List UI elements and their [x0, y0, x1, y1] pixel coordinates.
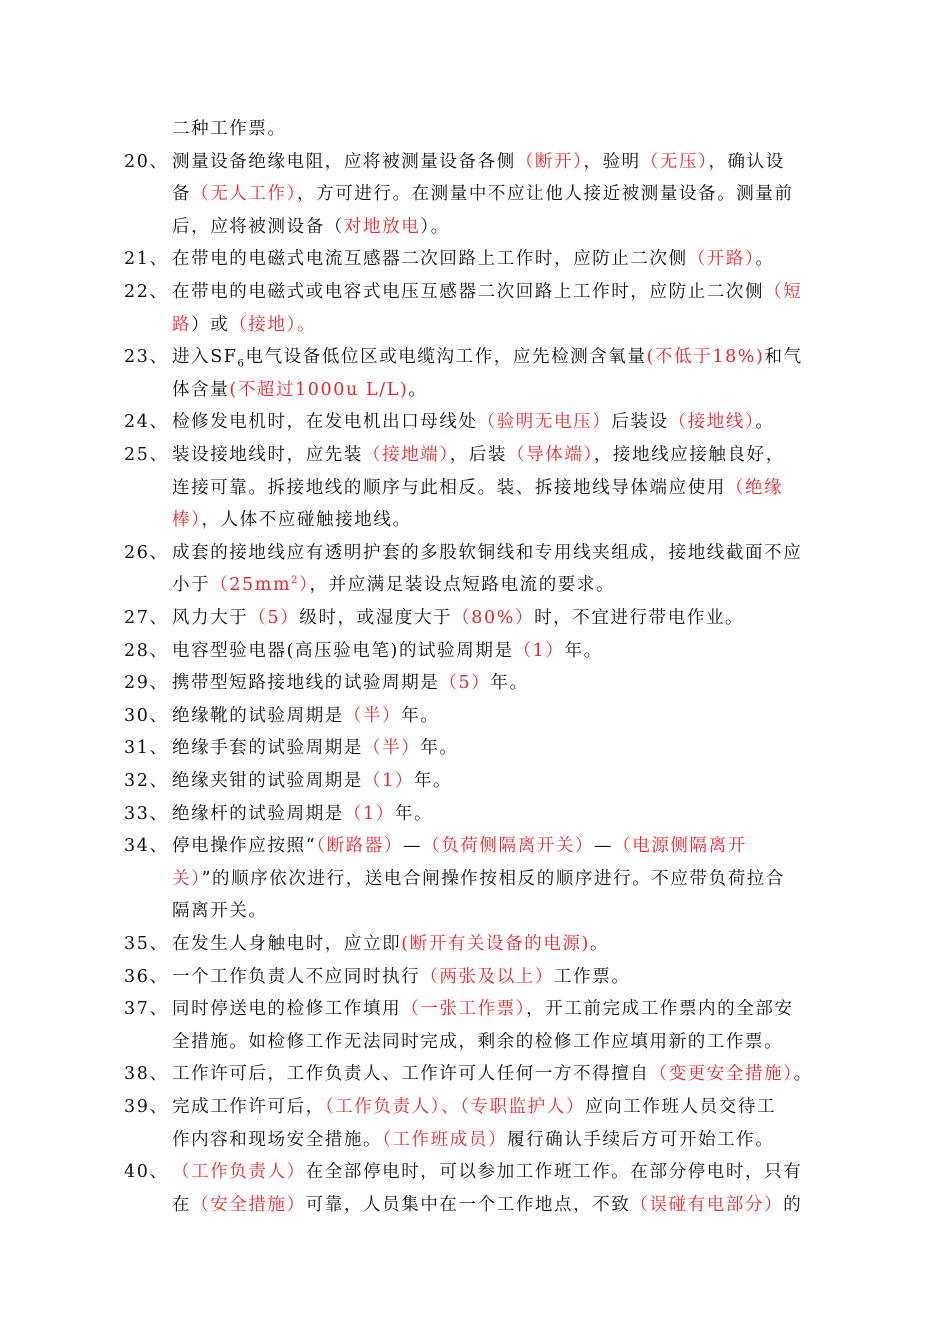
item-text-line	[172, 411, 774, 433]
item-number: 29、	[124, 673, 169, 694]
text-segment: 进入SF	[172, 347, 238, 368]
text-segment: 年。	[394, 803, 434, 824]
text-segment: 体含量	[172, 379, 230, 400]
item-text-line	[172, 607, 744, 629]
answer-text: （1）	[513, 640, 565, 661]
text-segment: 年。	[420, 738, 459, 759]
item-text-line	[172, 542, 802, 564]
text-segment: 风力大于	[172, 608, 249, 628]
text-segment: 绝缘靴的试验周期是	[172, 705, 344, 726]
item-text-line	[172, 737, 459, 759]
item-text-line	[172, 1063, 813, 1085]
text-segment: 成套的接地线应有透明护套的多股软铜线和专用线夹组成，接地线截面不应	[172, 542, 803, 563]
answer-text: （25mm	[210, 575, 292, 596]
answer-text: 对地放电	[343, 216, 421, 237]
answer-text: （工作负责人）、（专职监护人）	[324, 1097, 586, 1117]
item-text-line	[172, 640, 603, 662]
answer-text: （验明无电压）	[477, 412, 612, 433]
text-segment: —	[594, 836, 614, 857]
item-text-line	[172, 835, 747, 857]
text-segment: 年。	[401, 705, 440, 726]
text-segment: 后，应将被测设备（	[172, 216, 344, 237]
item-text-line	[172, 672, 529, 694]
answer-text: （安全措施）	[191, 1194, 306, 1215]
text-segment: 作内容和现场安全措施。	[172, 1129, 383, 1150]
item-text-line	[172, 998, 794, 1020]
item-number: 40、	[124, 1162, 169, 1183]
answer-text: （工作班成员）	[382, 1129, 508, 1150]
item-text-line	[172, 1161, 802, 1183]
text-segment: 连接可靠。拆接地线的顺序与此相反。装、拆接地线导体端应使用	[172, 477, 726, 498]
item-number: 21、	[124, 249, 169, 270]
answer-text: （1）	[343, 803, 395, 824]
text-segment: 装设接地线时，应先装	[172, 445, 363, 465]
item-text-line	[172, 509, 412, 531]
text-segment: 电气设备低位区或电缆沟工作，应先检测含氧量	[245, 347, 647, 368]
answer-text: 2	[291, 575, 300, 587]
answer-text: 棒）	[172, 510, 202, 531]
answer-text: （断开）	[515, 151, 584, 172]
item-number: 26、	[124, 542, 169, 563]
text-segment: 在带电的电磁式电流互感器二次回路上工作时，应防止二次侧	[172, 249, 688, 270]
text-segment: ，接地线应接触良好，	[593, 445, 785, 465]
text-segment: 。	[589, 934, 610, 954]
text-segment: 小于	[172, 575, 211, 596]
item-text-line	[172, 281, 802, 303]
text-segment: 电容型验电器(高压验电笔)的试验周期是	[172, 640, 514, 661]
item-text-line	[172, 966, 630, 988]
text-segment: 全措施。如检修工作无法同时完成，剩余的检修工作应填用新的工作票。	[172, 1031, 784, 1052]
text-segment: 。	[793, 1064, 813, 1085]
answer-text: 路	[172, 314, 192, 335]
answer-text: （两张及以上）	[420, 966, 555, 987]
answer-text: （工作负责人）	[172, 1162, 306, 1183]
item-number: 39、	[124, 1097, 169, 1117]
answer-text: （接地端）	[363, 445, 450, 465]
answer-text: （导体端）	[507, 445, 594, 465]
item-text-line	[172, 151, 785, 173]
text-segment: ，确认设	[708, 151, 785, 172]
answer-text: (不低于18%)	[646, 347, 765, 368]
item-text-line	[172, 705, 439, 727]
text-segment: 备	[172, 184, 192, 205]
text-segment: 一个工作负责人不应同时执行	[172, 966, 421, 987]
text-segment: 在带电的电磁式或电容式电压互感器二次回路上工作时，应防止二次侧	[172, 282, 765, 302]
text-segment: 。	[408, 379, 428, 400]
answer-text: （变更安全措施）	[649, 1064, 794, 1085]
answer-text: （半）	[363, 738, 421, 759]
text-segment: 绝缘夹钳的试验周期是	[172, 771, 363, 791]
item-number: 22、	[124, 282, 169, 302]
item-number: 33、	[124, 803, 169, 824]
text-segment: 工作许可后，工作负责人、工作许可人任何一方不得擅自	[172, 1064, 650, 1085]
item-text-line	[172, 1194, 802, 1216]
text-segment: 6	[237, 358, 246, 370]
text-segment: 在全部停电时，可以参加工作班工作。在部分停电时，只有	[305, 1162, 803, 1183]
item-text-line	[172, 1096, 776, 1118]
answer-text: （绝缘	[725, 477, 784, 498]
answer-text: 关）	[172, 868, 202, 889]
text-segment: 绝缘手套的试验周期是	[172, 738, 363, 759]
answer-text: （1）	[363, 771, 414, 791]
text-segment: 履行确认手续后方可开始工作。	[507, 1129, 775, 1150]
item-number: 31、	[124, 738, 169, 759]
text-segment: 的	[783, 1194, 803, 1215]
text-segment: ，开工前完成工作票内的全部安	[526, 999, 794, 1020]
item-text-line	[172, 118, 287, 140]
text-segment: 测量设备绝缘电阻，应将被测量设备各侧	[172, 151, 516, 172]
item-number: 20、	[124, 151, 169, 172]
text-segment: ，方可进行。在测量中不应让他人接近被测量设备。测量前	[296, 184, 794, 205]
text-segment: 。	[755, 412, 775, 433]
item-text-line	[172, 900, 268, 922]
text-segment: 级时，或湿度大于	[299, 608, 453, 628]
item-number: 23、	[124, 347, 169, 368]
answer-text: （半）	[343, 705, 402, 726]
text-segment: 同时停送电的检修工作填用	[172, 999, 402, 1020]
item-number: 38、	[124, 1064, 169, 1085]
item-text-line	[172, 868, 785, 890]
text-segment: —	[403, 836, 423, 857]
item-number: 25、	[124, 445, 169, 465]
text-segment: 携带型短路接地线的试验周期是	[172, 673, 440, 694]
text-segment: ）或	[191, 314, 230, 335]
text-segment: 时，不宜进行带电作业。	[534, 608, 745, 628]
item-number: 32、	[124, 771, 169, 791]
text-segment: 应向工作班人员交待工	[585, 1097, 777, 1117]
answer-text: （电源侧隔离开	[613, 836, 747, 857]
item-text-line	[172, 933, 609, 955]
item-text-line	[172, 574, 615, 596]
text-segment: 在发生人身触电时，应立即	[172, 934, 402, 954]
text-segment: ，后装	[449, 445, 508, 465]
item-number: 36、	[124, 966, 169, 987]
item-number: 30、	[124, 705, 169, 726]
answer-text: （无人工作）	[191, 184, 297, 205]
item-number: 27、	[124, 608, 169, 628]
answer-text: （5）	[248, 608, 300, 628]
text-segment: 在	[172, 1194, 192, 1215]
answer-text: （短	[764, 282, 803, 302]
answer-text: （一张工作票）	[401, 999, 527, 1020]
item-text-line	[172, 477, 783, 499]
text-segment: 检修发电机时，在发电机出口母线处	[172, 412, 478, 433]
text-segment: 年。	[413, 771, 453, 791]
item-number: 28、	[124, 640, 169, 661]
item-number: 34、	[124, 836, 169, 857]
item-text-line	[172, 314, 316, 336]
answer-text: （接地线）	[668, 412, 756, 433]
answer-text: （80%）	[452, 608, 535, 628]
text-segment: 。	[755, 249, 775, 270]
item-text-line	[172, 346, 803, 368]
item-text-line	[172, 248, 774, 270]
text-segment: 完成工作许可后，	[172, 1097, 325, 1117]
item-text-line	[172, 1031, 783, 1053]
item-text-line	[172, 803, 433, 825]
text-segment: 和气	[764, 347, 803, 368]
answer-text: （接地）。	[229, 314, 317, 335]
text-segment: ”的顺序依次进行，送电合闸操作按相反的顺序进行。不应带负荷拉合	[201, 868, 785, 889]
answer-text: (断开有关设备的电源)	[401, 934, 590, 954]
text-segment: 后装设	[611, 412, 669, 433]
answer-text: （误碰有电部分）	[630, 1194, 784, 1215]
answer-text: (不超过1000u L/L)	[229, 379, 409, 400]
text-segment: ，并应满足装设点短路电流的要求。	[309, 575, 616, 596]
answer-text: （断路器）	[316, 836, 403, 857]
item-text-line	[172, 216, 450, 238]
text-segment: ）。	[420, 216, 450, 237]
answer-text: （负荷侧隔离开关）	[422, 836, 595, 857]
answer-text: （5）	[439, 673, 491, 694]
answer-text: ）	[299, 575, 310, 596]
text-segment: 绝缘杆的试验周期是	[172, 803, 344, 824]
text-segment: 二种工作票。	[172, 119, 287, 139]
text-segment: ，人体不应碰触接地线。	[201, 510, 412, 531]
item-number: 24、	[124, 412, 169, 433]
item-text-line	[172, 379, 427, 401]
item-text-line	[172, 183, 794, 205]
text-segment: 年。	[564, 640, 603, 661]
text-segment: 年。	[490, 673, 529, 694]
item-text-line	[172, 444, 785, 466]
text-segment: 工作票。	[554, 966, 631, 987]
item-text-line	[172, 1129, 774, 1151]
text-segment: 停电操作应按照“	[172, 836, 317, 857]
item-number: 35、	[124, 934, 169, 954]
text-segment: 可靠，人员集中在一个工作地点，不致	[305, 1194, 631, 1215]
text-segment: 隔离开关。	[172, 901, 268, 922]
answer-text: （无压）	[640, 151, 709, 172]
answer-text: （开路）	[687, 249, 756, 270]
item-text-line	[172, 770, 452, 792]
item-number: 37、	[124, 999, 169, 1020]
text-segment: ，验明	[583, 151, 641, 172]
